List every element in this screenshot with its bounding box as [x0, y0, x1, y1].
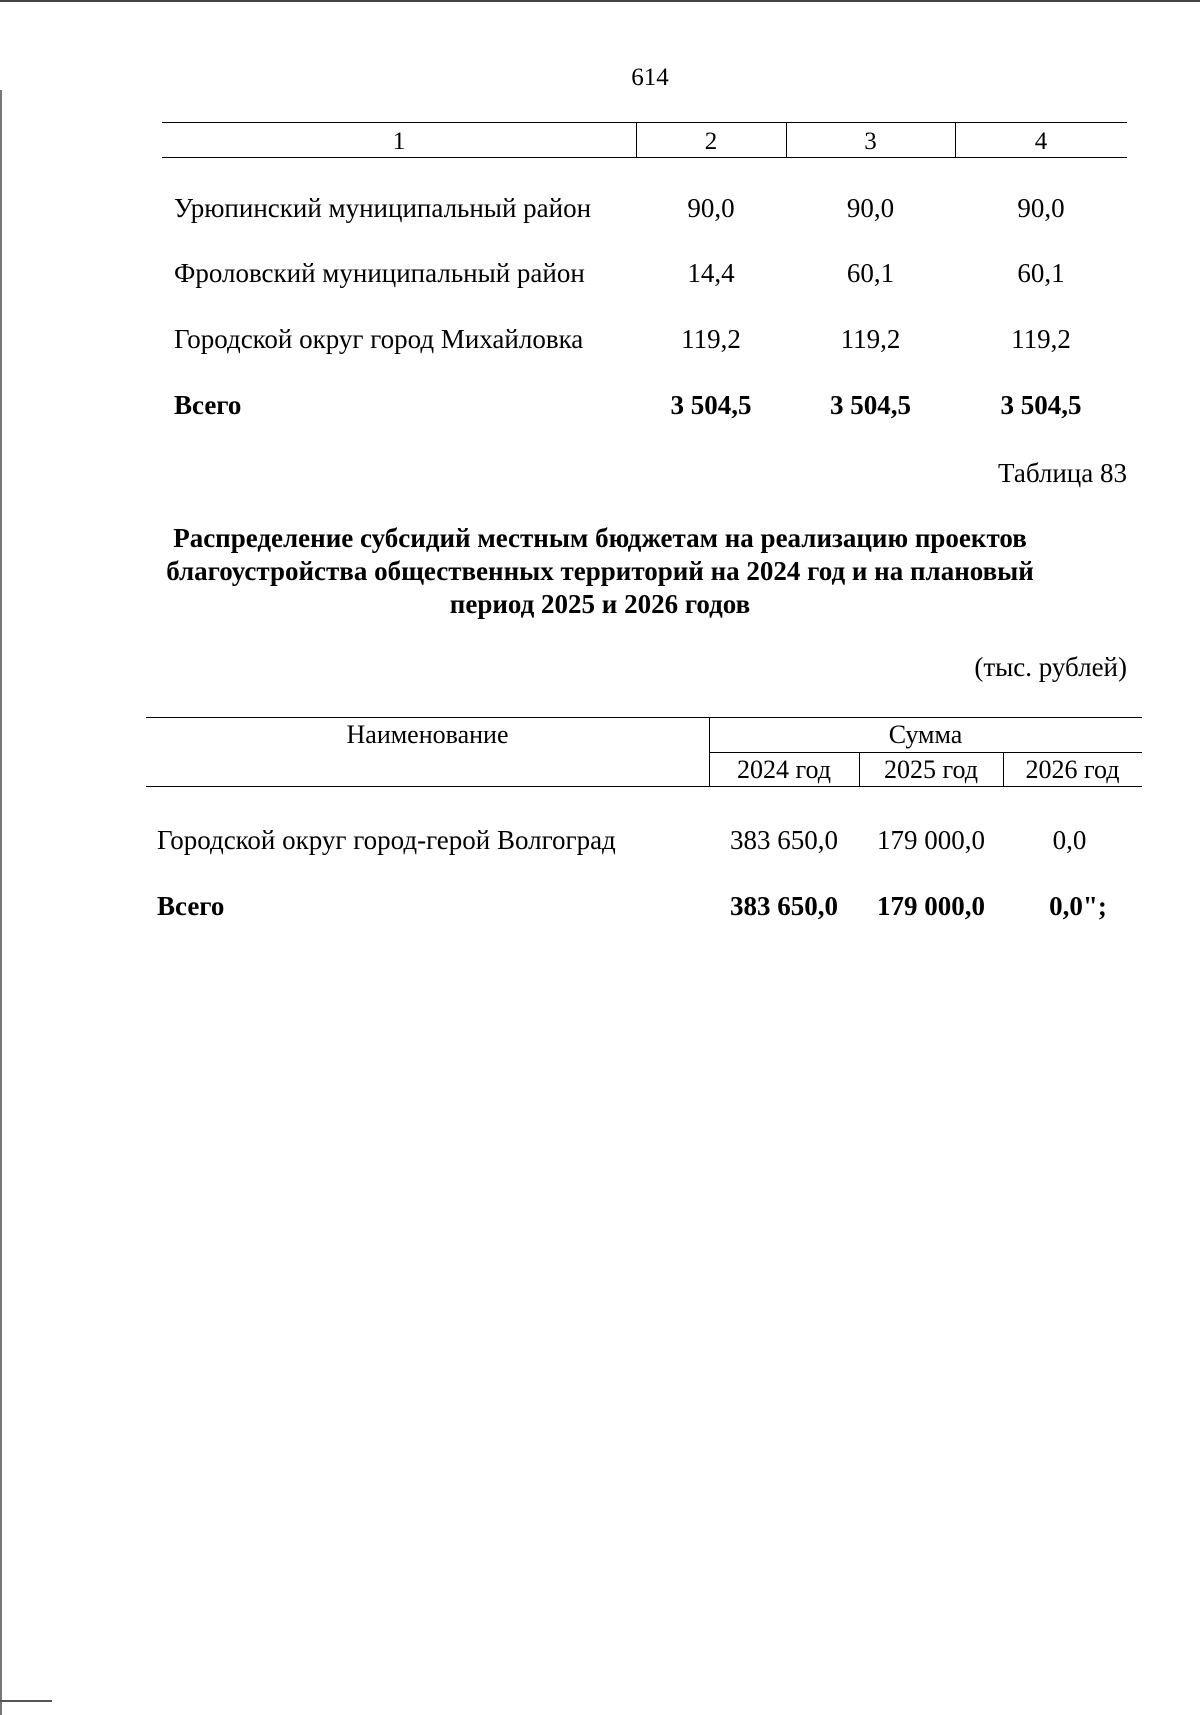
column-header-year: 2024 год [737, 755, 831, 784]
table-header-rule [146, 786, 1142, 787]
title-line: благоустройства общественных территорий на 2024 год и на плановый [166, 556, 1034, 586]
row-value: 383 650,0 [730, 825, 838, 855]
row-name: Урюпинский муниципальный район [174, 193, 592, 223]
row-name: Городской округ город-герой Волгоград [157, 825, 616, 855]
scan-edge-left [0, 90, 2, 1715]
page-number: 614 [631, 64, 669, 91]
row-value: 119,2 [840, 324, 901, 354]
total-label: Всего [157, 891, 225, 921]
total-value: 0,0"; [1049, 891, 1107, 921]
row-value: 60,1 [1017, 258, 1065, 288]
row-value: 119,2 [681, 324, 741, 354]
title-line: период 2025 и 2026 годов [449, 589, 751, 619]
row-value: 90,0 [1017, 193, 1065, 223]
column-number-header: 2 [704, 128, 718, 155]
scan-edge-top [0, 0, 1200, 2]
unit-label: (тыс. рублей) [974, 652, 1127, 682]
sum-subheader-rule [709, 752, 1142, 753]
total-value: 3 504,5 [1000, 390, 1082, 420]
row-value: 0,0 [1052, 825, 1087, 855]
table-header-rule [162, 157, 1127, 158]
row-name: Городской округ город Михайловка [174, 324, 584, 354]
row-value: 90,0 [846, 193, 895, 223]
total-value: 3 504,5 [830, 390, 911, 420]
total-value: 383 650,0 [730, 891, 838, 921]
title-line: Распределение субсидий местным бюджетам на реализацию проектов [173, 523, 1027, 553]
total-value: 3 504,5 [670, 390, 752, 420]
row-value: 90,0 [687, 193, 735, 223]
row-value: 14,4 [687, 258, 735, 288]
total-label: Всего [174, 390, 242, 420]
table-top-rule [162, 122, 1127, 123]
column-header-sum: Сумма [888, 720, 963, 749]
column-number-header: 1 [392, 128, 406, 155]
row-name: Фроловский муниципальный район [174, 258, 585, 288]
table-label: Таблица 83 [998, 458, 1127, 488]
total-value: 179 000,0 [877, 891, 985, 921]
column-number-header: 3 [864, 128, 877, 155]
row-value: 179 000,0 [877, 825, 985, 855]
table-title [150, 522, 1050, 621]
column-header-year: 2025 год [884, 755, 978, 784]
scan-edge-mark [0, 1700, 52, 1702]
table-top-rule [146, 717, 1142, 718]
column-header-name: Наименование [346, 720, 509, 749]
row-value: 60,1 [846, 258, 895, 288]
column-number-header: 4 [1034, 128, 1048, 155]
column-header-year: 2026 год [1025, 755, 1120, 784]
row-value: 119,2 [1011, 324, 1071, 354]
